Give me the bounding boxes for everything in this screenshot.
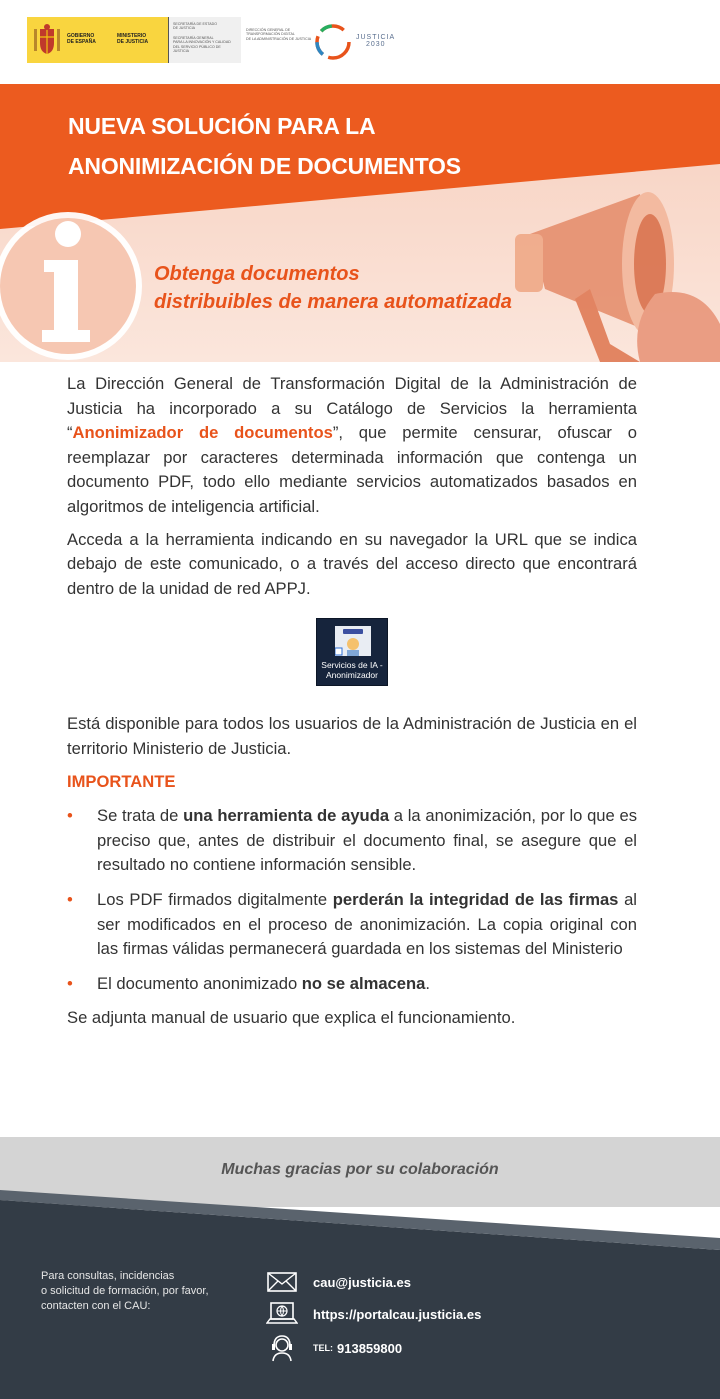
phone-contact[interactable]	[266, 1334, 402, 1362]
body-content	[67, 372, 637, 1039]
list-item: • Se trata de una herramienta de ayuda a la anonimización, por lo que es preciso que, antes de distribuir el documento final, se asegure que el resultado no contiene información sensible.	[67, 804, 637, 878]
envelope-icon	[266, 1268, 298, 1296]
thanks-message: Muchas gracias por su colaboración	[221, 1161, 499, 1178]
hero-subtitle: Obtenga documentos distribuibles de manera automatizada	[154, 263, 512, 313]
headset-icon	[266, 1334, 298, 1362]
portal-link[interactable]: https://portalcau.justicia.es	[313, 1306, 482, 1322]
shortcut-image	[335, 626, 371, 656]
list-item: • Los PDF firmados digitalmente perderán la integridad de las firmas al ser modificados en el proceso de anonimización. La copia original con las firmas válidas permanecerá guardada en los sistemas del Ministerio	[67, 888, 637, 962]
government-name: GOBIERNO DE ESPAÑA	[67, 33, 96, 45]
secretary-names: SECRETARÍA DE ESTADO DE JUSTICIA SECRETARÍA GENERAL PARA LA INNOVACIÓN Y CALIDAD DEL SERVICIO PÚBLICO DE JUSTICIA	[169, 17, 241, 63]
access-paragraph: Acceda a la herramienta indicando en su navegador la URL que se indica debajo de este comunicado, o a través del acceso directo que encontrará dentro de la unidad de red APPJ.	[67, 529, 637, 598]
list-item: • El documento anonimizado no se almacena.	[67, 972, 637, 997]
justicia-2030-text: JUSTICIA 2030	[356, 34, 396, 48]
tool-name-highlight: Anonimizador de documentos	[72, 423, 333, 443]
email-link[interactable]: cau@justicia.es	[313, 1274, 411, 1290]
info-icon	[0, 212, 142, 360]
hero-banner	[0, 84, 720, 362]
intro-paragraph: La Dirección General de Transformación Digital de la Administración de Justicia ha incorporado a su Catálogo de Servicios la herramienta “Anonimizador de documentos”, que permite censurar, ofuscar o reemplazar por caracteres determinada información que contenga un documento PDF, todo ello mediante servicios automatizados basados en algoritmos de inteligencia artificial.	[67, 374, 638, 516]
closing-paragraph: Se adjunta manual de usuario que explica el funcionamiento.	[67, 1008, 516, 1028]
phone-number[interactable]: 913859800	[337, 1340, 403, 1356]
laptop-globe-icon	[266, 1300, 298, 1328]
tel-label: TEL:	[313, 1343, 333, 1353]
ministry-name: MINISTERIO DE JUSTICIA	[113, 17, 169, 63]
important-heading: IMPORTANTE	[67, 771, 176, 791]
portal-contact[interactable]	[266, 1300, 481, 1328]
shortcut-label: Servicios de IA - Anonimizador	[321, 660, 383, 681]
important-list	[67, 804, 637, 996]
email-contact[interactable]	[266, 1268, 411, 1296]
justicia-2030-ring-icon	[313, 22, 353, 62]
footer-note: Para consultas, incidencias o solicitud de formación, por favor, contacten con el CAU:	[41, 1270, 209, 1312]
spain-coat-of-arms-icon	[27, 17, 67, 63]
government-logo	[27, 17, 241, 63]
header-logos	[0, 0, 720, 84]
hero-title: NUEVA SOLUCIÓN PARA LA ANONIMIZACIÓN DE DOCUMENTOS	[68, 113, 461, 179]
shortcut-icon[interactable]	[316, 618, 388, 686]
availability-paragraph: Está disponible para todos los usuarios de la Administración de Justicia en el territorio Ministerio de Justicia.	[67, 714, 637, 758]
dg-name: DIRECCIÓN GENERAL DE TRANSFORMACIÓN DIGITAL DE LA ADMINISTRACIÓN DE JUSTICIA	[246, 28, 312, 41]
